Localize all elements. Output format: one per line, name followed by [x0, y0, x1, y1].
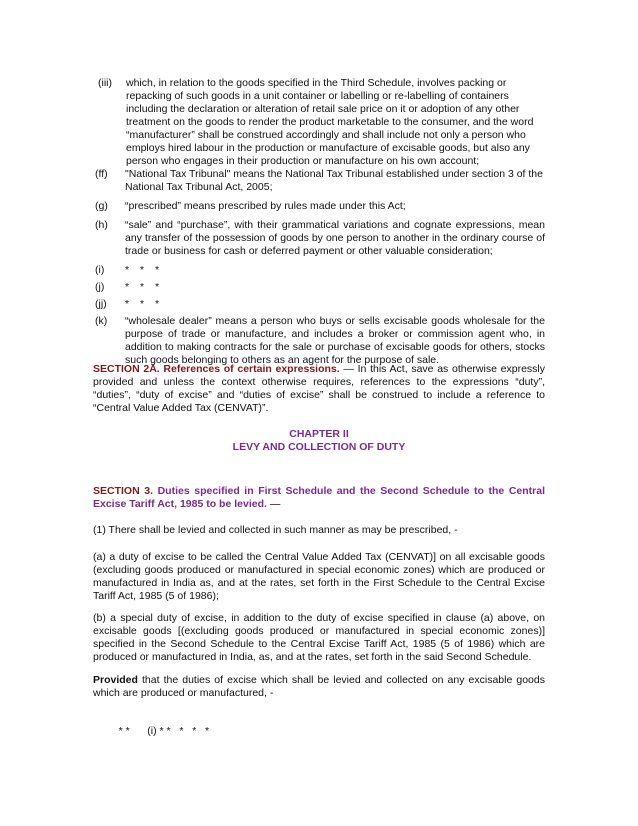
omitted-marker: * * * * * — [159, 725, 210, 737]
omitted-marker: * * * — [125, 264, 161, 276]
definition-label: (g) — [95, 200, 108, 212]
omitted-marker: * * * — [125, 298, 161, 310]
clause-iii-line: employs hired labour in the production or manufacture of excisable goods, but also any — [126, 142, 530, 154]
clause-iii-line: person who engages in their production or manufacture on his own account; — [126, 155, 480, 167]
definition-label: (ff) — [95, 168, 108, 180]
section-3-title: Duties specified in First Schedule and the Second Schedule to the Central Excise Tariff Act, 1985 to be levied. — — [93, 485, 545, 510]
subsection-1: (1) There shall be levied and collected in such manner as may be prescribed, - — [93, 524, 458, 536]
proviso-lead: Provided — [93, 674, 138, 686]
omitted-marker: * * — [118, 725, 130, 737]
definition-text: "National Tax Tribunal" means the National Tax Tribunal established under section 3 of the National Tax Tribunal Act, 2005; — [125, 168, 543, 193]
definition-label: (j) — [95, 281, 105, 293]
definition-label: (jj) — [95, 298, 107, 310]
omitted-marker: * * * — [125, 281, 161, 293]
section-2a — [93, 363, 545, 415]
clause-iii-line: “manufacturer” shall be construed accordingly and shall include not only a person who — [126, 129, 526, 141]
section-3-label: SECTION 3. — [93, 485, 153, 497]
clause-iii-line: treatment on the goods to render the product marketable to the consumer, and the word — [126, 116, 534, 128]
definition-g — [95, 200, 545, 213]
clause-iii-line: which, in relation to the goods specified in the Third Schedule, involves packing or — [126, 77, 507, 89]
clause-b: (b) a special duty of excise, in addition to the duty of excise specified in clause (a) above, on excisable goods [(excluding goods produced or manufactured in special economic zones)] specified in the Second Schedule to the Central Excise Tariff Act, 1985 (5 of 1986) which are produced or manufactured in India, as, and at the rates, set forth in the said Second Schedule. — [93, 612, 545, 663]
proviso — [93, 674, 545, 700]
definition-text: “wholesale dealer” means a person who buys or sells excisable goods wholesale for the purpose of trade or manufacture, and includes a broker or commission agent who, in addition to making contracts for the sale or purchase of excisable goods for others, stocks such goods belonging to others as an agent for the purpose of sale. — [125, 315, 545, 366]
section-2a-body: In this Act, save as otherwise expressly provided and unless the context otherwise requires, references to the expressions “duty”, “duties”, “duty of excise” and “duties of excise” shall be construed to include a reference to “Central Value Added Tax (CENVAT)”. — [93, 363, 545, 414]
definition-k — [95, 315, 545, 367]
chapter-title: LEVY AND COLLECTION OF DUTY — [232, 441, 406, 453]
section-2a-heading: SECTION 2A. References of certain expressions. — [93, 363, 340, 375]
definition-jj — [95, 298, 545, 311]
definition-label: (k) — [95, 315, 108, 327]
definition-h — [95, 219, 545, 258]
definition-text: “sale” and “purchase”, with their grammatical variations and cognate expressions, mean any transfer of the possession of goods by one person to another in the ordinary course of trade or business for cash or deferred payment or other valuable consideration; — [125, 219, 545, 257]
section-2a-dash: — — [339, 363, 358, 375]
clause-iii-label: (iii) — [98, 77, 112, 89]
definitions-list — [95, 168, 545, 367]
definition-ff — [95, 168, 545, 194]
definition-label: (h) — [95, 219, 108, 231]
definition-label: (i) — [95, 264, 105, 276]
definition-text: “prescribed” means prescribed by rules made under this Act; — [125, 200, 406, 212]
section-3-heading — [93, 485, 545, 511]
proviso-text: that the duties of excise which shall be levied and collected on any excisable goods which are produced or manufactured, - — [93, 674, 545, 699]
chapter-number: CHAPTER II — [289, 428, 349, 440]
clause-iii — [98, 77, 538, 168]
omitted-clause-row — [107, 712, 307, 751]
definition-j — [95, 281, 545, 294]
clause-iii-line: including the declaration or alteration of retail sale price on it or adoption of any other — [126, 103, 520, 115]
clause-iii-line: repacking of such goods in a unit container or labelling or re-labelling of containers — [126, 90, 509, 102]
definition-i — [95, 264, 545, 277]
chapter-heading — [93, 428, 545, 454]
clause-a: (a) a duty of excise to be called the Central Value Added Tax (CENVAT)] on all excisable goods (excluding goods produced or manufactured in special economic zones) which are produced or manufactured in India as, and at the rates, set forth in the First Schedule to the Central Excise Tariff Act, 1985 (5 of 1986); — [93, 551, 545, 602]
clause-i-label: (i) — [147, 725, 157, 737]
